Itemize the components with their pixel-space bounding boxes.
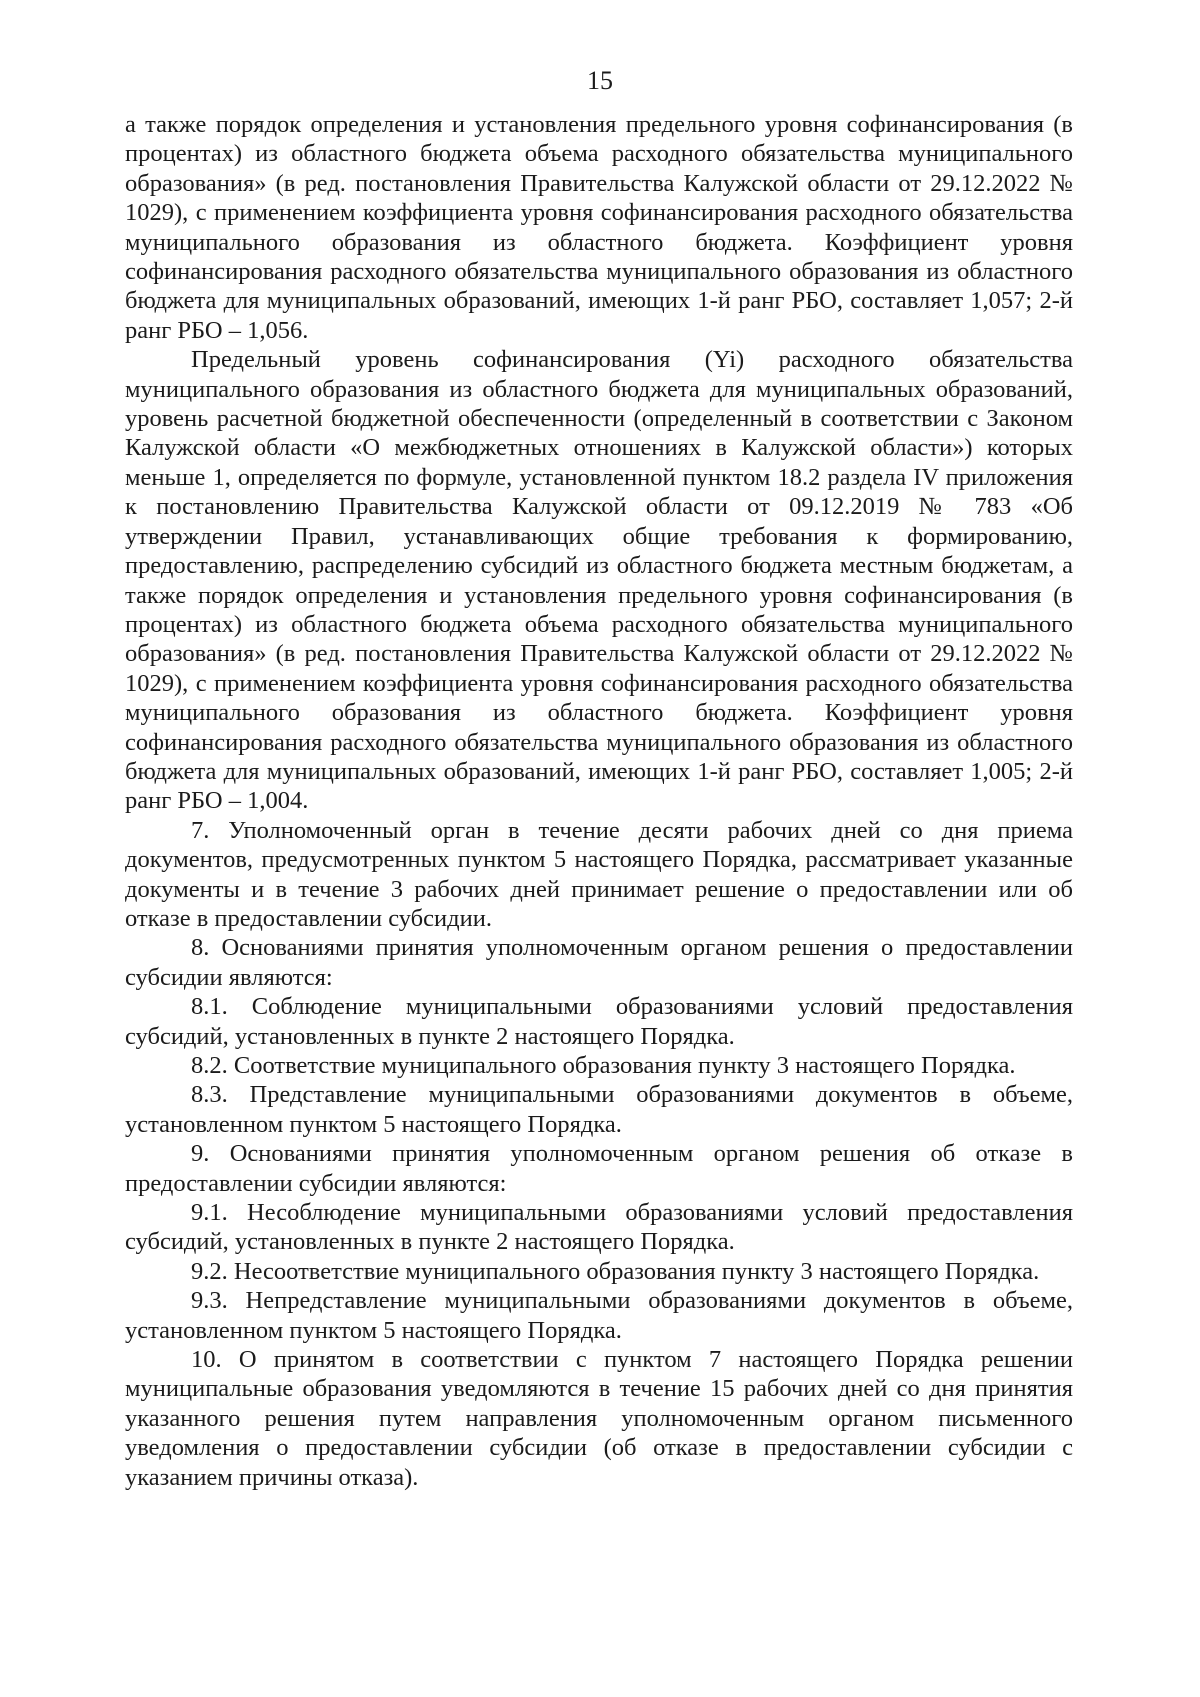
paragraph-limit-level: Предельный уровень софинансирования (Yi) расходного обязательства муниципального образования из областного бюджета для муниципальных образований, уровень расчетной бюджетной обеспеченности (определенный в соответствии с Законом Калужской области «О межбюджетных отношениях в Калужской области») которых меньше 1, определяется по формуле, установленной пунктом 18.2 раздела IV приложения к постановлению Правительства Калужской области от 09.12.2019 № 783 «Об утверждении Правил, устанавливающих общие требования к формированию, предоставлению, распределению субсидий из областного бюджета местным бюджетам, а также порядок определения и установления предельного уровня софинансирования (в процентах) из областного бюджета объема расходного обязательства муниципального образования» (в ред. постановления Правительства Калужской области от 29.12.2022 № 1029), с применением коэффициента уровня софинансирования расходного обязательства муниципального образования из областного бюджета. Коэффициент уровня софинансирования расходного обязательства муниципального образования из областного бюджета для муниципальных образований, имеющих 1-й ранг РБО, составляет 1,005; 2-й ранг РБО – 1,004. xyxy=(125,346,1073,815)
paragraph-clause-8-1: 8.1. Соблюдение муниципальными образованиями условий предоставления субсидий, установленных в пункте 2 настоящего Порядка. xyxy=(125,993,1073,1050)
paragraph-clause-8-3: 8.3. Представление муниципальными образованиями документов в объеме, установленном пунктом 5 настоящего Порядка. xyxy=(125,1081,1073,1138)
paragraph-clause-9-1: 9.1. Несоблюдение муниципальными образованиями условий предоставления субсидий, установленных в пункте 2 настоящего Порядка. xyxy=(125,1199,1073,1256)
paragraph-clause-8: 8. Основаниями принятия уполномоченным органом решения о предоставлении субсидии являются: xyxy=(125,934,1073,991)
paragraph-clause-10: 10. О принятом в соответствии с пунктом 7 настоящего Порядка решении муниципальные образования уведомляются в течение 15 рабочих дней со дня принятия указанного решения путем направления уполномоченным органом письменного уведомления о предоставлении субсидии (об отказе в предоставлении субсидии с указанием причины отказа). xyxy=(125,1346,1073,1491)
page-number: 15 xyxy=(587,66,613,95)
document-body xyxy=(125,110,1073,1492)
paragraph-clause-9-2: 9.2. Несоответствие муниципального образования пункту 3 настоящего Порядка. xyxy=(191,1257,1040,1285)
paragraph-continuation: а также порядок определения и установления предельного уровня софинансирования (в процентах) из областного бюджета объема расходного обязательства муниципального образования» (в ред. постановления Правительства Калужской области от 29.12.2022 № 1029), с применением коэффициента уровня софинансирования расходного обязательства муниципального образования из областного бюджета. Коэффициент уровня софинансирования расходного обязательства муниципального образования из областного бюджета для муниципальных образований, имеющих 1-й ранг РБО, составляет 1,057; 2-й ранг РБО – 1,056. xyxy=(125,111,1073,344)
paragraph-clause-9: 9. Основаниями принятия уполномоченным органом решения об отказе в предоставлении субсидии являются: xyxy=(125,1140,1073,1197)
paragraph-clause-7: 7. Уполномоченный орган в течение десяти рабочих дней со дня приема документов, предусмотренных пунктом 5 настоящего Порядка, рассматривает указанные документы и в течение 3 рабочих дней принимает решение о предоставлении или об отказе в предоставлении субсидии. xyxy=(125,816,1073,932)
paragraph-clause-9-3: 9.3. Непредставление муниципальными образованиями документов в объеме, установленном пунктом 5 настоящего Порядка. xyxy=(125,1287,1073,1344)
paragraph-clause-8-2: 8.2. Соответствие муниципального образования пункту 3 настоящего Порядка. xyxy=(191,1052,1016,1079)
